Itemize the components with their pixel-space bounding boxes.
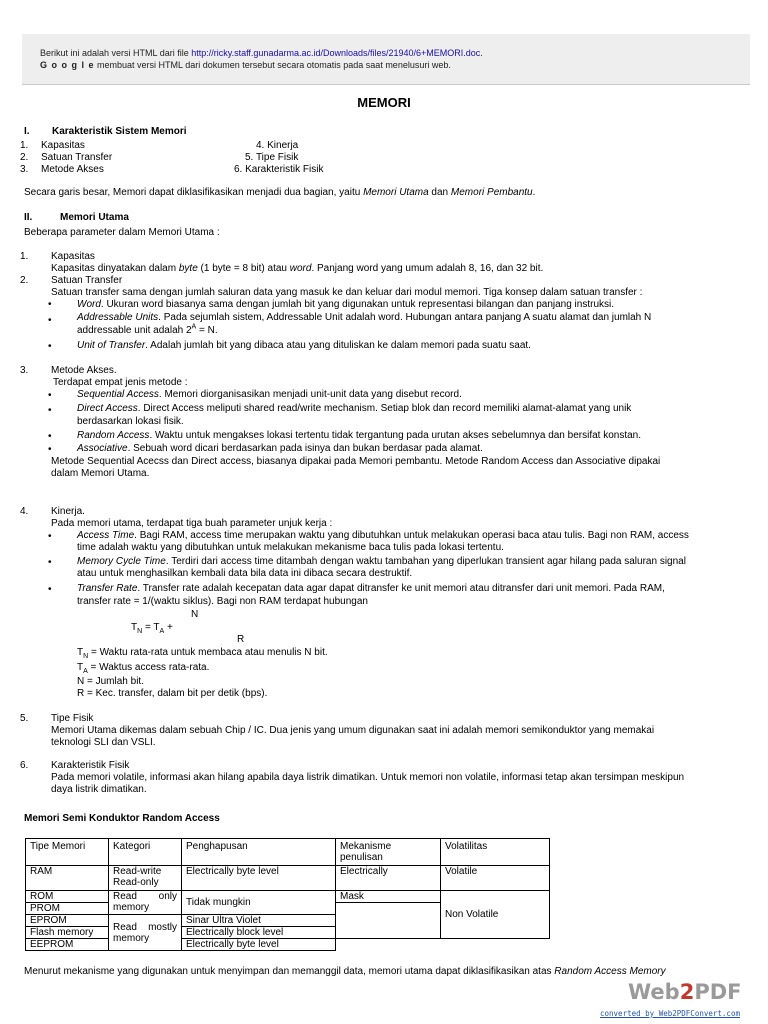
intro-text: Secara garis besar, Memori dapat diklasifikasikan menjadi dua bagian, yaitu: [24, 187, 364, 198]
p3-after-line1: [51, 456, 748, 468]
bullet-icon: •: [48, 341, 52, 352]
p3-after1-text: Metode Sequential Acecss dan Direct access, biasanya dipakai pada Memori pembantu. Metode Random Access dan Associative dipakai: [51, 456, 661, 467]
p6-line2: daya listrik dimatikan.: [51, 784, 147, 795]
p2-bullet-3: [77, 340, 531, 352]
banner-line2-text: membuat versi HTML dari dokumen tersebut secara otomatis pada saat menelusuri web.: [94, 60, 451, 70]
p2-b1-term: Word: [77, 299, 101, 310]
char-list-num-3: 3.: [20, 164, 29, 175]
bullet-icon: •: [48, 584, 52, 595]
rm-mostly: mostly: [148, 921, 177, 933]
def-ta: [77, 662, 209, 674]
param-3-text: Terdapat empat jenis metode :: [53, 377, 188, 388]
section-2-number: II.: [24, 212, 33, 223]
bullet-icon: •: [48, 390, 52, 401]
cell-ram-kat-2: Read-only: [113, 877, 159, 888]
param-5-number: 5.: [20, 713, 29, 724]
param-3-title: Metode Akses.: [51, 365, 117, 376]
p6-line1-text: Pada memori volatile, informasi akan hilang apabila daya listrik dimatikan. Untuk memori non volatile, informasi tetap akan tersimpan meskipun: [51, 772, 685, 783]
def-tn: [77, 647, 328, 659]
section-1-title: Karakteristik Sistem Memori: [52, 126, 187, 137]
section-1-number: I.: [24, 126, 30, 137]
p4-bullet-3: [77, 583, 747, 595]
p5-line2: teknologi SLI dan VSLI.: [51, 737, 156, 748]
param-2-text: Satuan transfer sama dengan jumlah saluran data yang masuk ke dan keluar dari modul memori. Tiga konsep dalam satuan transfer :: [51, 287, 643, 298]
p1-e: . Panjang word yang umum adalah 8, 16, dan 32 bit.: [311, 263, 544, 274]
banner-line-source: [40, 47, 483, 59]
bullet-icon: •: [48, 315, 52, 326]
p2-b1-text: . Ukuran word biasanya sama dengan jumlah bit yang digunakan untuk representasi bilangan dan panjang instruksi.: [100, 299, 615, 310]
cell-prom: PROM: [26, 903, 109, 915]
def-tn-t: T: [77, 647, 84, 658]
bullet-icon: •: [48, 444, 52, 455]
char-list-item-3: Metode Akses: [41, 164, 104, 175]
p3-bullet-3: [77, 430, 641, 442]
p2-b2-l2a: addressable unit adalah 2: [77, 325, 192, 336]
bullet-icon: •: [48, 531, 52, 542]
intro-term-1: Memori Utama: [363, 187, 429, 198]
formula-plus: +: [164, 622, 173, 633]
param-4-number: 4.: [20, 506, 29, 517]
table-title: Memori Semi Konduktor Random Access: [24, 813, 220, 824]
char-list-num-1: 1.: [20, 140, 29, 151]
closing-paragraph: [24, 966, 746, 978]
p2-b2-sup: A: [191, 323, 197, 331]
header-penghapusan: Penghapusan: [182, 839, 336, 866]
def-ta-t: T: [77, 662, 84, 673]
param-1-title: Kapasitas: [51, 251, 95, 262]
cell-mask: Mask: [336, 891, 441, 903]
p3-after-line2: dalam Memori Utama.: [51, 468, 150, 479]
cell-ram-hapus: Electrically byte level: [182, 866, 336, 891]
p3-bullet-1: [77, 389, 462, 401]
ro-memory: memory: [113, 902, 150, 913]
char-list-item-2: Satuan Transfer: [41, 152, 113, 163]
closing-text: Menurut mekanisme yang digunakan untuk menyimpan dan memanggil data, memori utama dapat diklasifikasikan atas: [24, 966, 555, 977]
param-6-title: Karakteristik Fisik: [51, 760, 130, 771]
p6-line1: [51, 772, 748, 784]
p3-b3-text: . Waktu untuk mengakses lokasi tertentu tidak tergantung pada urutan akses sebelumnya dan bersifat konstan.: [149, 430, 642, 441]
cell-tidak-mungkin: Tidak mungkin: [182, 891, 336, 915]
header-kategori: Kategori: [109, 839, 182, 866]
p3-bullet-2-line2: berdasarkan lokasi fisik.: [77, 416, 184, 427]
table-row-ram: [26, 866, 550, 891]
p3-b4-term: Associative: [77, 443, 128, 454]
cell-byte-level: Electrically byte level: [182, 939, 336, 951]
param-2-title: Satuan Transfer: [51, 275, 123, 286]
param-1-text: [51, 263, 543, 275]
header-mekanisme-penulisan: Mekanisme penulisan: [336, 839, 441, 866]
bullet-icon: •: [48, 431, 52, 442]
bullet-icon: •: [48, 405, 52, 416]
cell-read-mostly-memory: [109, 915, 182, 951]
def-n: N = Jumlah bit.: [77, 676, 144, 687]
table-row-eeprom: [26, 939, 550, 951]
section-2-title: Memori Utama: [60, 212, 129, 223]
p2-b3-term: Unit of Transfer: [77, 340, 146, 351]
char-list-item-5: 5. Tipe Fisik: [245, 152, 299, 163]
intro-end: .: [532, 187, 536, 198]
table-header-row: [26, 839, 550, 866]
cell-ram-kat-1: Read-write: [113, 866, 162, 877]
param-3-number: 3.: [20, 365, 29, 376]
p3-b1-text: . Memori diorganisasikan menjadi unit-unit data yang disebut record.: [158, 389, 462, 400]
p3-b1-term: Sequential Access: [77, 389, 159, 400]
google-wordmark: G o o g l e: [40, 60, 95, 70]
ro-read: Read: [113, 891, 137, 902]
p4-bullet-2: [77, 556, 747, 568]
p1-c: (1 byte = 8 bit) atau: [197, 263, 290, 274]
cell-eprom: EPROM: [26, 915, 109, 927]
cell-ram-mek: Electrically: [336, 866, 441, 891]
cell-flash: Flash memory: [26, 927, 109, 939]
p3-b3-term: Random Access: [77, 430, 150, 441]
cell-mek-empty: [336, 903, 441, 939]
rm-read: Read: [113, 921, 137, 933]
banner-prefix: Berikut ini adalah versi HTML dari file: [40, 48, 192, 58]
p2-b2-l2b: = N.: [196, 325, 218, 336]
char-list-item-1: Kapasitas: [41, 140, 85, 151]
cell-uv: Sinar Ultra Violet: [182, 915, 336, 927]
p3-b2-term: Direct Access: [77, 403, 138, 414]
def-ta-text: = Waktus access rata-rata.: [87, 662, 210, 673]
semiconductor-memory-table: [25, 838, 550, 951]
cell-block: Electrically block level: [182, 927, 336, 939]
def-ta-sub: A: [83, 668, 88, 675]
cell-rom: ROM: [26, 891, 109, 903]
param-6-number: 6.: [20, 760, 29, 771]
intro-paragraph: [24, 187, 535, 199]
param-1-number: 1.: [20, 251, 29, 262]
ro-only: only: [158, 891, 177, 902]
def-tn-sub: N: [83, 653, 89, 660]
bullet-icon: •: [48, 299, 52, 310]
p4-bullet-1-line2: time adalah waktu yang dibutuhkan untuk melakukan mekanisme baca tulis pada lokasi tertentu.: [77, 542, 504, 553]
rm-memory: memory: [113, 932, 150, 944]
p1-a: Kapasitas dinyatakan dalam: [51, 263, 179, 274]
formula-sub-a: A: [159, 628, 165, 635]
formula-numerator: N: [191, 609, 199, 620]
def-r: R = Kec. transfer, dalam bit per detik (bps).: [77, 688, 268, 699]
p3-b4-text: . Sebuah word dicari berdasarkan pada isinya dan bukan berdasar pada alamat.: [127, 443, 483, 454]
header-tipe-memori: Tipe Memori: [26, 839, 109, 866]
banner-suffix: .: [480, 48, 483, 58]
formula-denominator: R: [237, 634, 245, 645]
intro-term-2: Memori Pembantu: [450, 187, 533, 198]
cell-non-volatile: Non Volatile: [441, 891, 550, 939]
web2pdf-logo: [628, 980, 742, 1004]
p4-b3-text: . Transfer rate adalah kecepatan data agar dapat ditransfer ke unit memori atau ditransfer dari unit memori. Pada RAM,: [137, 583, 665, 594]
p4-b2-text: . Terdiri dari access time ditambah dengan waktu tambahan yang diperlukan transient agar hilang pada saluran signal: [165, 556, 686, 567]
cell-ram-kategori: [109, 866, 182, 891]
table-row-rom: [26, 891, 550, 903]
p2-bullet-2-line2: [77, 325, 218, 337]
param-5-title: Tipe Fisik: [51, 713, 94, 724]
closing-term: Random Access Memory: [554, 966, 666, 977]
p3-bullet-4: [77, 443, 483, 455]
google-cache-banner: [22, 34, 750, 85]
def-tn-text: = Waktu rata-rata untuk membaca atau menulis N bit.: [88, 647, 328, 658]
cell-ram-vol: Volatile: [441, 866, 550, 891]
p3-bullet-2: [77, 403, 747, 415]
page-title: MEMORI: [357, 95, 411, 110]
char-list-num-2: 2.: [20, 152, 29, 163]
p4-bullet-3-line2: transfer rate = 1/(waktu siklus). Bagi non RAM terdapat hubungan: [77, 596, 368, 607]
formula-t: T: [131, 622, 138, 633]
p3-b2-text: . Direct Access meliputi shared read/write mechanism. Setiap blok dan record memiliki alamat-alamat yang unik: [137, 403, 632, 414]
cell-ram: RAM: [26, 866, 109, 891]
logo-web: Web: [628, 980, 680, 1004]
param-2-number: 2.: [20, 275, 29, 286]
formula-sub-n: N: [137, 628, 143, 635]
bullet-icon: •: [48, 557, 52, 568]
param-4-text: Pada memori utama, terdapat tiga buah parameter unjuk kerja :: [51, 518, 333, 529]
p4-b3-term: Transfer Rate: [77, 583, 138, 594]
cell-eeprom: EEPROM: [26, 939, 109, 951]
p2-b3-text: . Adalah jumlah bit yang dibaca atau yang dituliskan ke dalam memori pada suatu saat.: [145, 340, 531, 351]
banner-line-google: [40, 59, 451, 71]
p2-bullet-1: [77, 299, 614, 311]
p5-line1-text: Memori Utama dikemas dalam sebuah Chip / IC. Dua jenis yang umum digunakan saat ini adalah memori semikonduktor yang memakai: [51, 725, 655, 736]
logo-2: 2: [679, 980, 695, 1004]
p5-line1: [51, 725, 748, 737]
p2-bullet-2: [77, 312, 747, 324]
p4-bullet-1: [77, 530, 747, 542]
p4-b2-term: Memory Cycle Time: [77, 556, 166, 567]
p1-term-byte: byte: [178, 263, 198, 274]
logo-pdf: PDF: [694, 980, 742, 1004]
char-list-item-6: 6. Karakteristik Fisik: [234, 164, 324, 175]
p2-b2-term: Addressable Units: [77, 312, 159, 323]
formula-line: [131, 622, 173, 634]
p4-bullet-2-line2: atau untuk menghasilkan kembali data bila data ini dibaca secara destruktif.: [77, 568, 413, 579]
p4-b1-term: Access Time: [77, 530, 135, 541]
formula-eq: = T: [142, 622, 160, 633]
char-list-item-4: 4. Kinerja: [256, 140, 299, 151]
intro-mid: dan: [428, 187, 451, 198]
p1-term-word: word: [289, 263, 312, 274]
web2pdf-watermark: [600, 980, 750, 1020]
section-2-subtitle: Beberapa parameter dalam Memori Utama :: [24, 227, 220, 238]
header-volatilitas: Volatilitas: [441, 839, 550, 866]
web2pdf-link[interactable]: converted by Web2PDFConvert.com: [600, 1009, 740, 1018]
source-doc-link[interactable]: http://ricky.staff.gunadarma.ac.id/Downloads/files/21940/6+MEMORI.doc: [191, 48, 481, 58]
param-4-title: Kinerja.: [51, 506, 85, 517]
cell-read-only-memory: [109, 891, 182, 915]
p2-b2-text: . Pada sejumlah sistem, Addressable Unit adalah word. Hubungan antara panjang A suatu alamat dan jumlah N: [158, 312, 652, 323]
p4-b1-text: . Bagi RAM, access time merupakan waktu yang dibutuhkan untuk melakukan operasi baca atau tulis. Bagi non RAM, access: [134, 530, 689, 541]
